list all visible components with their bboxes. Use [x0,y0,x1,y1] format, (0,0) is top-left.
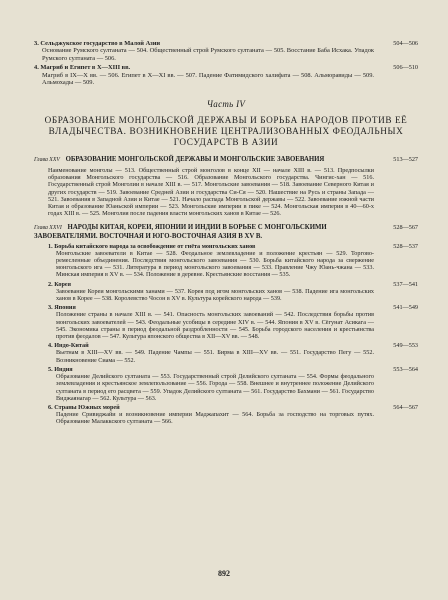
subsection [34,366,418,402]
subsection [34,281,418,303]
chapter-label: Глава XXV [34,157,60,164]
top-entries [34,40,418,86]
subsection [34,304,418,340]
toc-entry [34,64,418,86]
toc-entry-heading: 3. Сельджукское государство в Малой Азии [34,40,161,47]
subsection-pages: 528—537 [393,242,418,250]
subsection-heading: 6. Страны Южных морей [48,403,120,411]
subsection-pages: 549—553 [393,342,418,350]
chapter-heading [34,156,418,165]
toc-entry-pages: 506—510 [393,64,418,72]
page-number: 892 [218,569,230,578]
toc-entry-pages: 504—506 [393,40,418,47]
subsection-body: Падение Сривиджайи и возникновение империи Маджапахит — 564. Борьба за господство на торговых путях. Образование Малаккского султаната — 566. [56,411,374,426]
subsection-pages: 553—564 [393,365,418,373]
chapter-26 [34,224,418,425]
subsection [34,243,418,279]
toc-entry [34,40,418,62]
subsection-heading: 2. Корея [48,280,71,288]
toc-entry-body: Основание Румского султаната — 504. Общественный строй Румского султаната — 505. Восстание Баба Исхака. Упадок Румского султаната — 506. [42,47,374,62]
subsection [34,342,418,364]
section-title: ОБРАЗОВАНИЕ МОНГОЛЬСКОЙ ДЕРЖАВЫ И БОРЬБА НАРОДОВ ПРОТИВ ЕЁ ВЛАДЫЧЕСТВА. ВОЗНИКНОВЕНИЕ ЦЕНТРАЛИЗОВАННЫХ ФЕОДАЛЬНЫХ ГОСУДАРСТВ В АЗИИ [44,115,408,148]
chapter-25 [34,156,418,217]
subsection-heading: 1. Борьба китайского народа за освобождение от гнёта монгольских ханов [48,242,256,250]
chapter-label: Глава XXVI [34,225,62,232]
subsection-body: Монгольские завоеватели в Китае — 528. Феодальное землевладение и положение крестьян — 529. Торгово-ремесленные объединения. Последствия монгольского завоевания — 530. Борьба китайского народа за свержение монгольского ига — 531. Литература в период монгольского завоевания — 533. Правление Чжу Юань-чжана — 533. Минская империя в XV в. — 534. Положение в деревне. Крестьянские восстания — 535. [56,249,374,279]
chapter-pages: 513—527 [393,156,418,164]
subsection-heading: 3. Япония [48,304,76,312]
subsection-pages: 541—549 [393,304,418,312]
chapter-title: НАРОДЫ КИТАЯ, КОРЕИ, ЯПОНИИ И ИНДИИ В БОРЬБЕ С МОНГОЛЬСКИМИ ЗАВОЕВАТЕЛЯМИ. ВОСТОЧНАЯ И ЮГО-ВОСТОЧНАЯ АЗИЯ В XV В. [34,224,327,241]
subsection-body: Вьетнам в XIII—XV вв. — 549. Падение Чампы — 551. Бирма в XIII—XV вв. — 551. Государство Пегу — 552. Возникновение Сиама — 552. [56,349,374,364]
toc-entry-body: Магриб в IX—X вв. — 506. Египет в X—XI вв. — 507. Падение Фатимидского халифата — 508. Альморавиды — 509. Альмохады — 509. [42,71,374,87]
chapter-pages: 528—567 [393,224,418,232]
subsection-body: Образование Делийского султаната — 553. Государственный строй Делийского султаната — 554. Формы феодального землевладения и крестьянское землепользование — 556. Города — 558. Внешнее и внутреннее положение Делийского султаната в период его расцвета — 559. Упадок Делийского султаната — 561. Государство Бахмани — 561. Государство Виджаянагар — 562. Культура — 563. [56,373,374,402]
chapter-body: Наименование монголы — 513. Общественный строй монголов в конце XII — начале XIII в. — 513. Предпосылки образования Монгольского государства — 516. Образование Монгольского государства. Чингис-хан — 516. Государственный строй Монголии в начале XIII в. — 517. Монгольские завоевания — 518. Завоевание Северного Китая и других государств — 519. Завоевание Средней Азии и государства Си-Ся — 520. Нашествие на Русь и страны Запада — 521. Завоевания в Западной Азии и Китае — 521. Начало распада Монгольской державы — 522. Завоевание южной части Китая и образование Юаньской империи — 523. Монгольские империи в пике — 524. Монгольская империя в 40—60-х годах XIII в. — 525. Монголия после падения власти монгольских ханов в Китае — 526. [48,167,374,218]
part-title: Часть IV [206,99,246,110]
chapter-title: ОБРАЗОВАНИЕ МОНГОЛЬСКОЙ ДЕРЖАВЫ И МОНГОЛЬСКИЕ ЗАВОЕВАНИЯ [65,156,325,164]
subsection-heading: 4. Индо-Китай [48,342,89,350]
subsection [34,404,418,426]
subsection-pages: 564—567 [393,403,418,411]
subsection-heading: 5. Индия [48,365,73,373]
subsection-pages: 537—541 [393,280,418,288]
subsection-body: Завоевание Кореи монгольскими ханами — 537. Корея под игом монгольских ханов — 538. Падение ига монгольских ханов в Корее — 538. Королевство Чосон в XV в. Культура корейского народа — 539. [56,287,374,303]
subsection-body: Положение страны в начале XIII в. — 541. Опасность монгольских завоеваний — 542. Последствия борьбы против монгольских завоевателей — 543. Феодальные усобицы в середине XIV в. — 544. Япония в XV в. Сёгунат Асикага — 545. Экономика страны в период феодальной раздробленности — 545. Борьба городского населения и крестьянства против феодалов — 547. Культура японского общества в XII—XV вв. — 548. [56,311,374,341]
toc-entry-heading: 4. Магриб и Египет в X—XIII вв. [34,64,131,72]
chapter-heading [34,224,418,240]
